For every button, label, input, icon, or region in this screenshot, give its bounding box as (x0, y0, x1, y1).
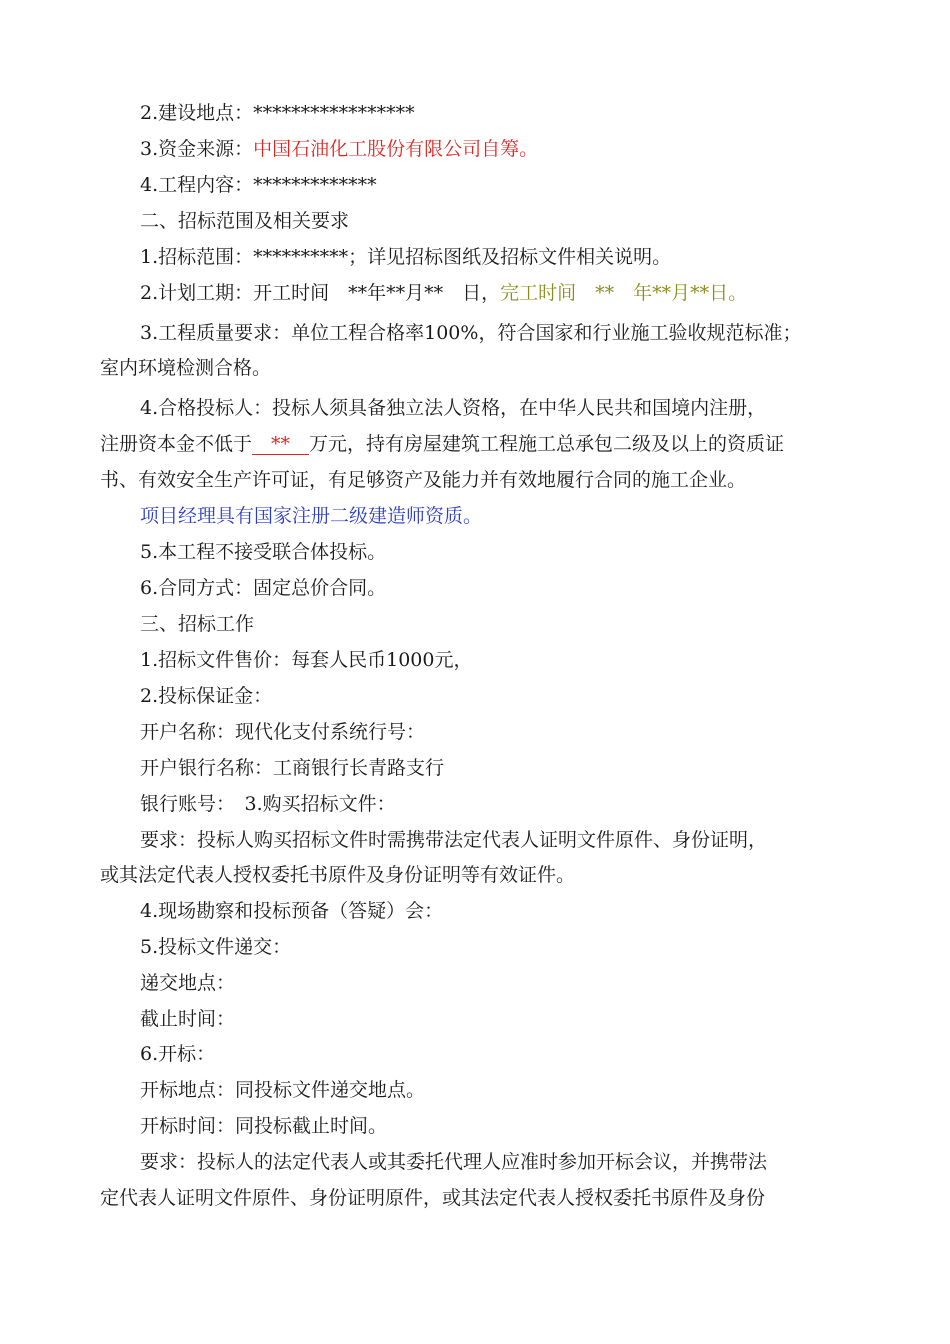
bank-name: 开户银行名称：工商银行长青路支行 (140, 757, 445, 779)
submission-location: 递交地点： (140, 972, 236, 994)
construction-location: 2.建设地点：***************** (140, 102, 415, 124)
start-time: 2.计划工期：开工时间 **年**月** 日， (140, 282, 501, 304)
qualified-bidder: 4.合格投标人：投标人须具备独立法人资格，在中华人民共和国境内注册， (140, 397, 767, 419)
section-two-heading: 二、招标范围及相关要求 (140, 210, 350, 232)
purchase-requirement: 要求：投标人购买招标文件时需携带法定代表人证明文件原件、身份证明， (140, 829, 768, 851)
project-manager-requirement: 项目经理具有国家注册二级建造师资质。 (140, 505, 483, 527)
bid-opening: 6.开标： (140, 1043, 216, 1065)
section-three-heading: 三、招标工作 (140, 613, 255, 635)
no-consortium: 5.本工程不接受联合体投标。 (140, 541, 387, 563)
quality-requirement: 3.工程质量要求：单位工程合格率100%，符合国家和行业施工验收规范标准； (140, 322, 802, 344)
funding-source-value: 中国石油化工股份有限公司自筹。 (253, 138, 539, 160)
registered-capital (100, 426, 784, 462)
site-survey: 4.现场勘察和投标预备（答疑）会： (140, 900, 444, 922)
funding-source-label: 3.资金来源： (140, 138, 254, 160)
planned-schedule (140, 275, 747, 311)
completion-time: 完工时间 ** 年**月**日。 (500, 282, 748, 304)
qualification-details: 书、有效安全生产许可证，有足够资产及能力并有效地履行合同的施工企业。 (100, 469, 747, 491)
document-price: 1.招标文件售价：每套人民币1000元， (140, 649, 473, 671)
opening-location: 开标地点：同投标文件递交地点。 (140, 1079, 426, 1101)
contract-type: 6.合同方式：固定总价合同。 (140, 577, 387, 599)
registered-capital-label: 注册资本金不低于 (100, 433, 253, 455)
funding-source (140, 131, 538, 167)
opening-requirement-cont: 定代表人证明文件原件、身份证明原件，或其法定代表人授权委托书原件及身份 (100, 1187, 766, 1209)
bid-submission: 5.投标文件递交： (140, 936, 292, 958)
registered-capital-rest: 万元，持有房屋建筑工程施工总承包二级及以上的资质证 (309, 433, 785, 455)
account-name: 开户名称：现代化支付系统行号： (140, 721, 426, 743)
purchase-requirement-cont: 或其法定代表人授权委托书原件及身份证明等有效证件。 (100, 864, 576, 886)
quality-requirement-cont: 室内环境检测合格。 (100, 357, 272, 379)
project-content: 4.工程内容：************* (140, 174, 377, 196)
registered-capital-amount: ** (252, 433, 310, 455)
deadline: 截止时间： (140, 1008, 236, 1030)
opening-requirement: 要求：投标人的法定代表人或其委托代理人应准时参加开标会议，并携带法 (140, 1151, 768, 1173)
bid-bond: 2.投标保证金： (140, 685, 273, 707)
tender-scope: 1.招标范围：**********；详见招标图纸及招标文件相关说明。 (140, 246, 672, 268)
opening-time: 开标时间：同投标截止时间。 (140, 1115, 388, 1137)
bank-account: 银行账号： 3.购买招标文件： (140, 793, 396, 815)
